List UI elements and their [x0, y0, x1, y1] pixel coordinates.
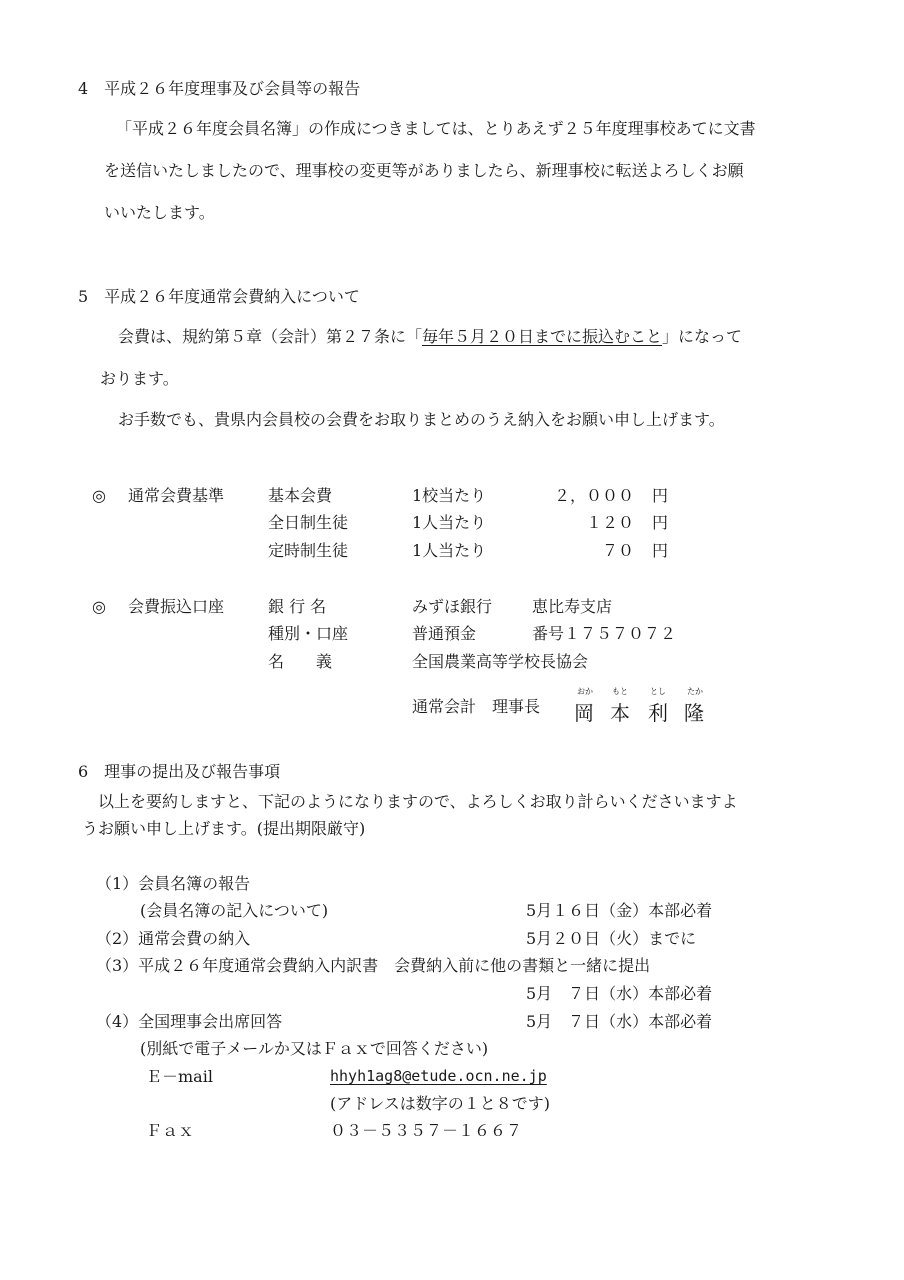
item-1-sub: (会員名簿の記入について): [140, 901, 329, 920]
signer-ruby-4: たか: [687, 687, 703, 696]
bank-name: みずほ銀行: [412, 597, 493, 616]
section-6-heading: 6 理事の提出及び報告事項: [78, 762, 281, 781]
fee-row-2-type: 全日制生徒: [268, 513, 349, 532]
section-6-paragraph-line-1: 以上を要約しますと、下記のようになりますので、よろしくお取り計らいくださいますよ: [98, 792, 738, 811]
fee-row-1-yen: 円: [652, 486, 669, 505]
signer-kanji-4: 隆: [684, 701, 704, 725]
section-5-paragraph-line-1: [118, 327, 742, 346]
email-note: (アドレスは数字の１と８です): [330, 1094, 551, 1113]
section-6-paragraph-line-2: うお願い申し上げます。(提出期限厳守): [82, 819, 366, 838]
fee-row-3-yen: 円: [652, 541, 669, 560]
bank-branch: 恵比寿支店: [532, 597, 613, 616]
account-number: 番号１７５７０７２: [532, 624, 677, 643]
payment-deadline-underlined: 毎年５月２０日までに振込むこと: [422, 327, 663, 346]
email-label: Ｅ－mail: [146, 1067, 213, 1086]
signer-kanji-2: 本: [610, 701, 630, 725]
section-5-paragraph-line-3: お手数でも、貴県内会員校の会費をお取りまとめのうえ納入をお願い申し上げます。: [118, 410, 725, 429]
section-5-text-pre: 会費は、規約第５章（会計）第２７条に「: [118, 327, 423, 346]
item-2-due: 5月２０日（火）までに: [526, 929, 697, 948]
item-1: （1）会員名簿の報告: [96, 874, 251, 893]
signer-ruby-2: もと: [612, 687, 628, 696]
fee-row-3-unit: 1人当たり: [412, 541, 487, 560]
section-4-paragraph-line-3: いいたします。: [104, 203, 215, 222]
fee-row-3-amount: ７０: [601, 541, 634, 560]
section-4-heading: 4 平成２６年度理事及び会員等の報告: [78, 79, 361, 98]
fee-row-3-type: 定時制生徒: [268, 541, 349, 560]
fee-row-1-type: 基本会費: [268, 486, 333, 505]
section-4-paragraph-line-1: 「平成２６年度会員名簿」の作成につきましては、とりあえず２５年度理事校あてに文書: [116, 119, 756, 138]
fee-row-2-amount: １２０: [585, 513, 634, 532]
fax-number: ０３－５３５７－１６６７: [330, 1121, 523, 1140]
item-1-due: 5月１６日（金）本部必着: [526, 901, 713, 920]
fee-label: 通常会費基準: [128, 486, 225, 505]
account-label: 会費振込口座: [128, 597, 225, 616]
item-2: （2）通常会費の納入: [96, 929, 251, 948]
section-5-paragraph-line-2: おります。: [100, 369, 179, 388]
signer-kanji-1: 岡: [574, 701, 594, 725]
item-4: （4）全国理事会出席回答: [96, 1012, 283, 1031]
item-3-due: 5月 ７日（水）本部必着: [526, 984, 713, 1003]
fee-row-1-amount: ２，０００: [553, 486, 634, 505]
signer-title: 通常会計 理事長: [412, 697, 541, 716]
email-link[interactable]: hhyh1ag8@etude.ocn.ne.jp: [330, 1067, 547, 1085]
account-type: 普通預金: [412, 624, 477, 643]
account-mark: ◎: [92, 597, 106, 616]
account-type-label: 種別・口座: [268, 624, 349, 643]
item-4-due: 5月 ７日（水）本部必着: [526, 1012, 713, 1031]
section-4-paragraph-line-2: を送信いたしましたので、理事校の変更等がありましたら、新理事校に転送よろしくお願: [104, 161, 744, 180]
signer-ruby-3: とし: [650, 687, 666, 696]
item-4-note: (別紙で電子メールか又はＦａｘで回答ください): [140, 1039, 489, 1058]
fax-label: Ｆａｘ: [146, 1121, 195, 1140]
signer-kanji-3: 利: [648, 701, 668, 725]
fee-mark: ◎: [92, 486, 106, 505]
item-3: （3）平成２６年度通常会費納入内訳書 会費納入前に他の書類と一緒に提出: [96, 956, 651, 975]
account-holder: 全国農業高等学校長協会: [412, 652, 589, 671]
signer-ruby-1: おか: [577, 687, 593, 696]
account-holder-label: 名 義: [268, 652, 333, 671]
section-5-text-post: 」になって: [662, 327, 743, 346]
fee-row-2-unit: 1人当たり: [412, 513, 487, 532]
bank-name-label: 銀 行 名: [268, 597, 327, 616]
fee-row-2-yen: 円: [652, 513, 669, 532]
fee-row-1-unit: 1校当たり: [412, 486, 487, 505]
section-5-heading: 5 平成２６年度通常会費納入について: [78, 287, 360, 306]
